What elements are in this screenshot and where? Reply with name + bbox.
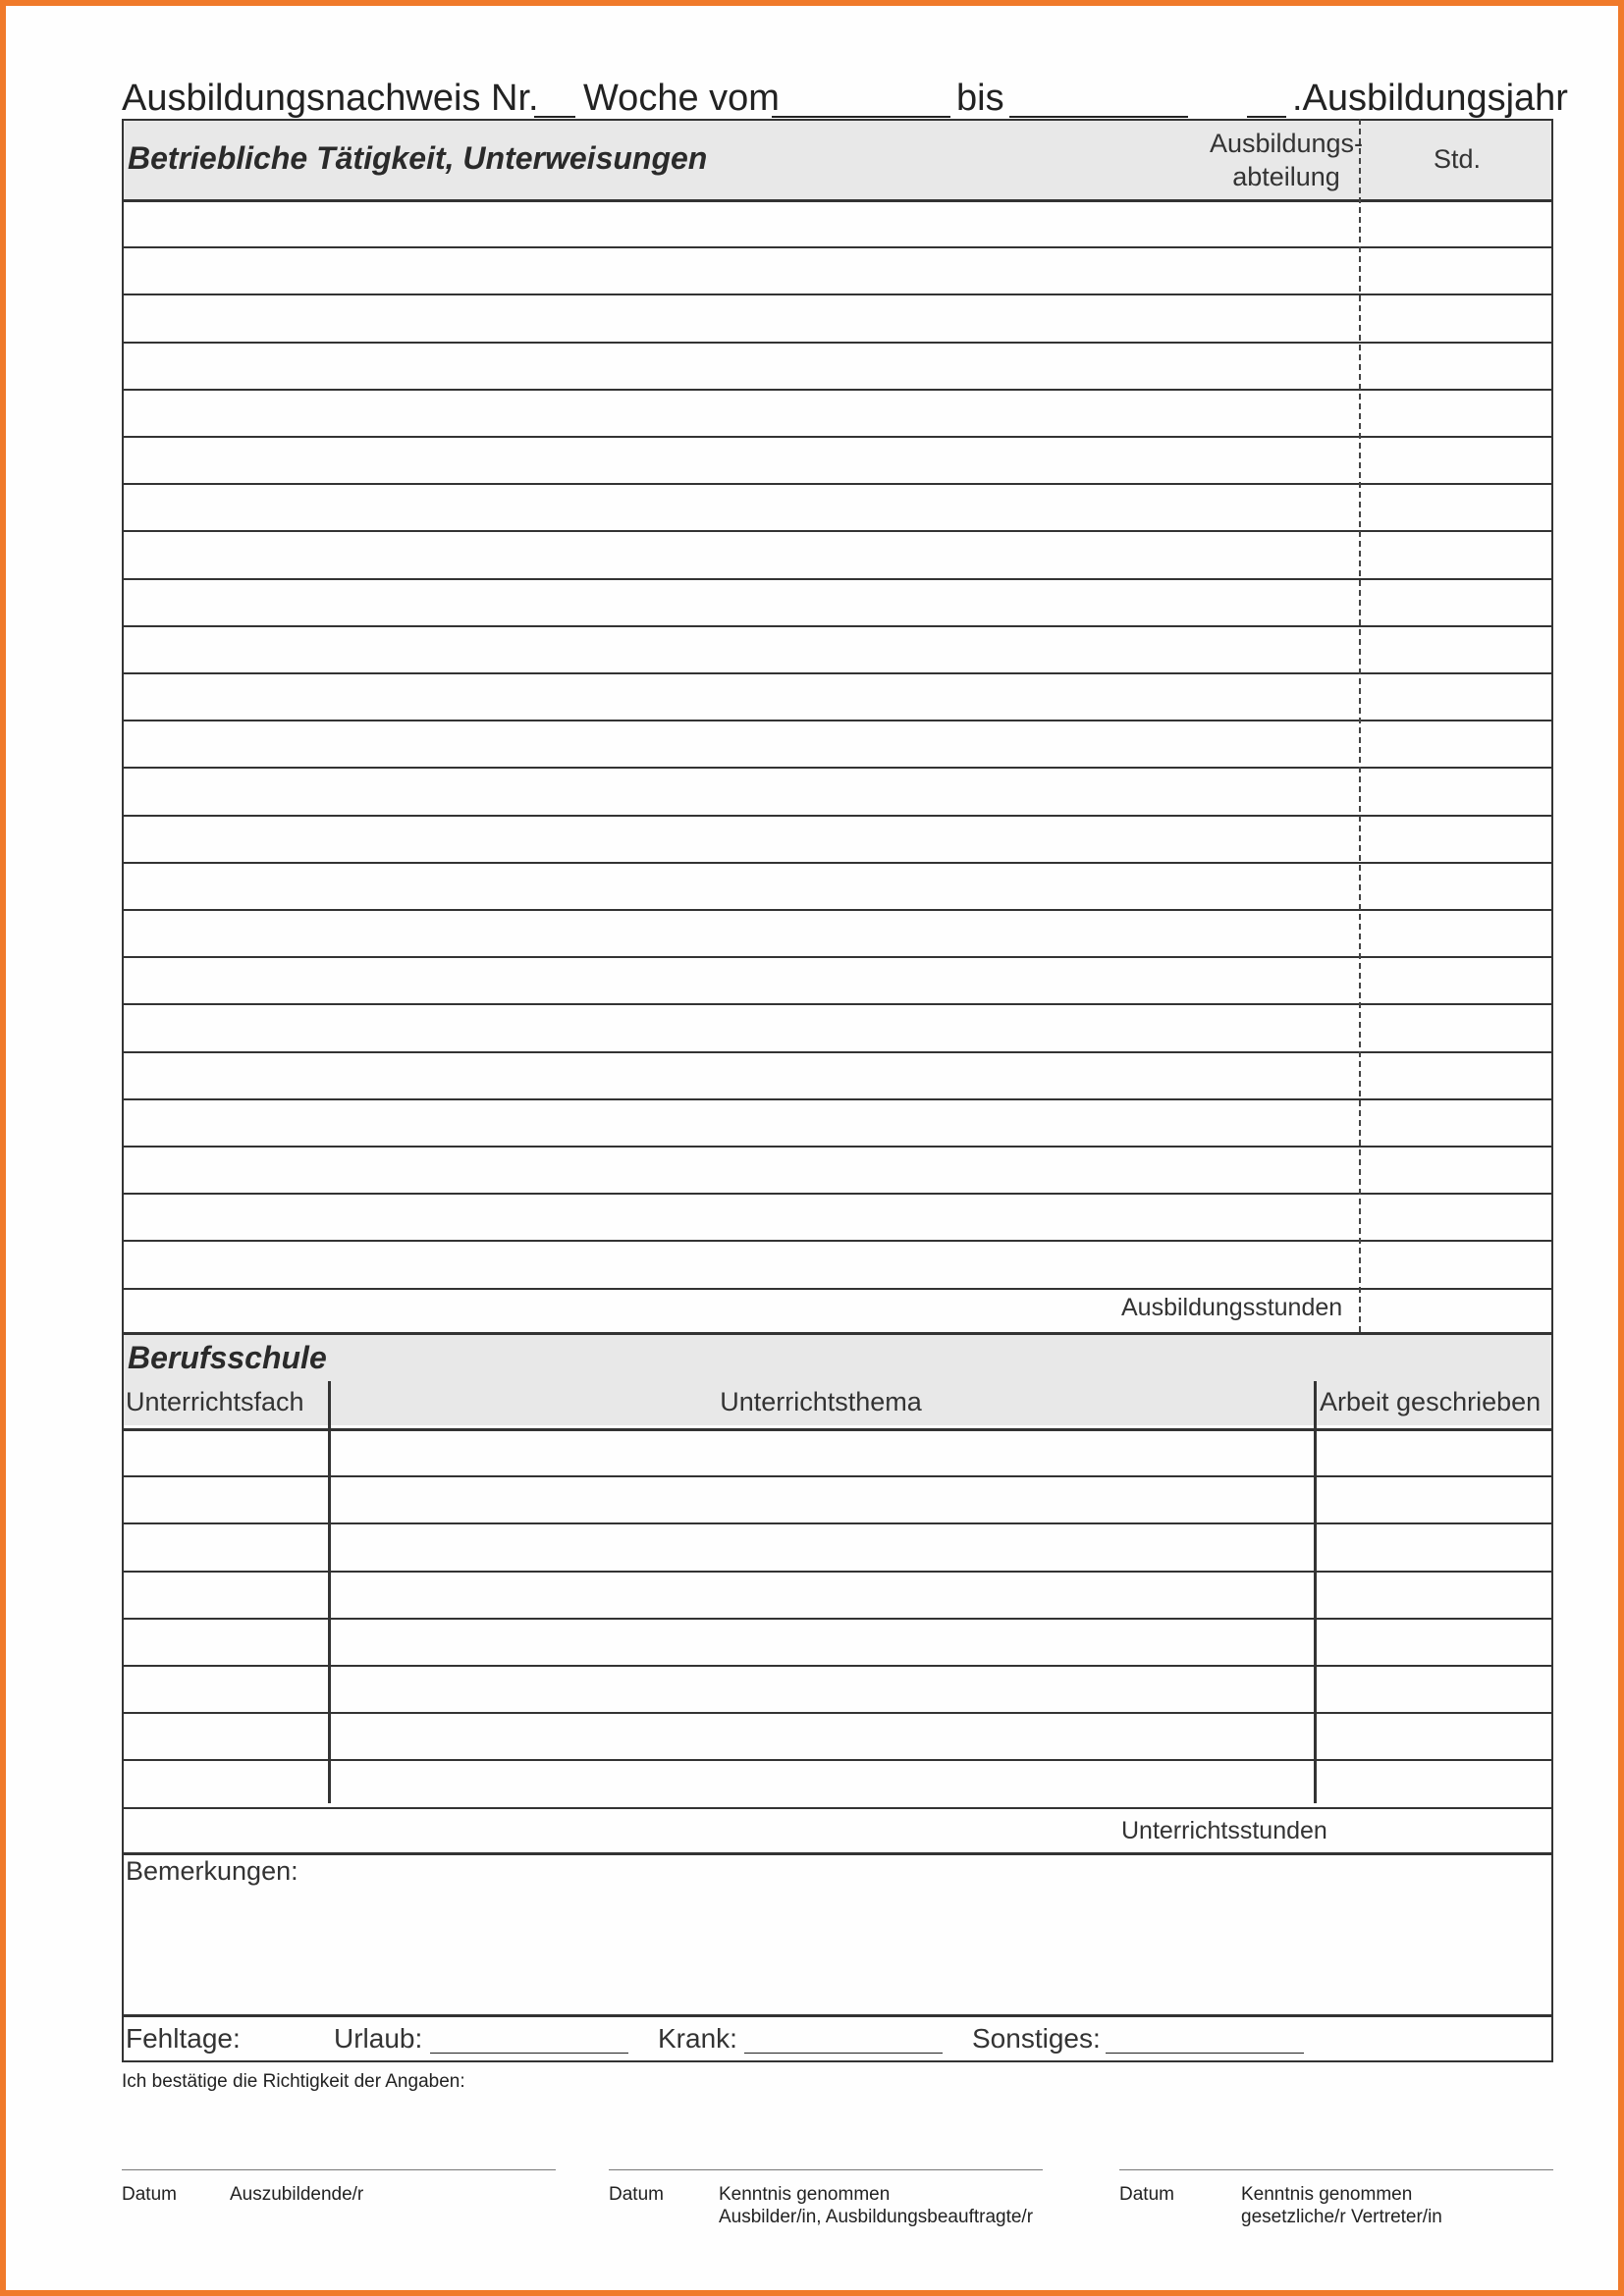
- schule-row[interactable]: [124, 1620, 1551, 1663]
- betrieb-row[interactable]: [124, 1195, 1357, 1238]
- nr-label: Ausbildungsnachweis Nr.: [122, 78, 539, 119]
- betrieb-row[interactable]: [124, 1053, 1357, 1096]
- col-std: Std.: [1433, 144, 1482, 174]
- unterrichtsstunden-label: Unterrichtsstunden: [1121, 1817, 1327, 1844]
- jahr-label: .Ausbildungsjahr: [1292, 78, 1568, 119]
- arbeit-divider: [1314, 1381, 1317, 1803]
- woche-von-field[interactable]: [772, 116, 950, 118]
- fach-divider: [328, 1381, 331, 1803]
- signature-line-vertreter[interactable]: [1119, 2169, 1553, 2170]
- betrieb-row[interactable]: [124, 769, 1357, 812]
- sonstiges-field[interactable]: [1106, 2053, 1304, 2054]
- unterrichtsstunden-field[interactable]: [1361, 1807, 1551, 1850]
- fehltage-label: Fehltage:: [126, 2023, 241, 2054]
- betrieb-row[interactable]: [124, 911, 1357, 954]
- bemerkungen-field[interactable]: [124, 1890, 1551, 2011]
- betrieb-row[interactable]: [124, 721, 1357, 765]
- schule-row[interactable]: [124, 1430, 1551, 1473]
- col-thema: Unterrichtsthema: [720, 1387, 922, 1416]
- betrieb-row[interactable]: [124, 1100, 1357, 1144]
- col-arbeit: Arbeit geschrieben: [1320, 1387, 1542, 1416]
- schule-row[interactable]: [124, 1761, 1551, 1804]
- betrieb-row[interactable]: [124, 1242, 1357, 1285]
- schule-row[interactable]: [124, 1524, 1551, 1568]
- nr-field[interactable]: [534, 116, 575, 118]
- sig-role-3b: gesetzliche/r Vertreter/in: [1241, 2207, 1442, 2227]
- betrieb-row[interactable]: [124, 958, 1357, 1001]
- signature-line-azubi[interactable]: [122, 2169, 556, 2170]
- ausbildungsstunden-field[interactable]: [1361, 1287, 1551, 1330]
- krank-field[interactable]: [744, 2053, 943, 2054]
- signature-line-ausbilder[interactable]: [609, 2169, 1043, 2170]
- betrieb-row[interactable]: [124, 532, 1357, 575]
- betrieb-title: Betriebliche Tätigkeit, Unterweisungen: [128, 140, 708, 176]
- urlaub-label: Urlaub:: [334, 2023, 423, 2054]
- betrieb-row[interactable]: [124, 248, 1357, 292]
- sig-role-2b: Ausbilder/in, Ausbildungsbeauftragte/r: [719, 2207, 1034, 2227]
- jahr-field[interactable]: [1247, 116, 1286, 118]
- betrieb-row[interactable]: [124, 817, 1357, 860]
- woche-label: Woche vom: [583, 78, 780, 119]
- betrieb-row[interactable]: [124, 391, 1357, 434]
- betrieb-row[interactable]: [124, 580, 1357, 623]
- betrieb-row[interactable]: [124, 295, 1357, 339]
- col-abteilung-l1: Ausbildungs-: [1209, 129, 1364, 158]
- sig-datum-2: Datum: [609, 2184, 664, 2205]
- betrieb-row-line: [122, 1288, 1553, 1290]
- betrieb-row[interactable]: [124, 485, 1357, 528]
- krank-label: Krank:: [658, 2023, 737, 2054]
- sig-role-1a: Auszubildende/r: [230, 2184, 364, 2205]
- sonstiges-label: Sonstiges:: [972, 2023, 1101, 2054]
- sig-role-2a: Kenntnis genommen: [719, 2184, 891, 2205]
- betrieb-row[interactable]: [124, 864, 1357, 907]
- confirm-text: Ich bestätige die Richtigkeit der Angaben:: [122, 2071, 465, 2092]
- bis-field[interactable]: [1009, 116, 1188, 118]
- bemerkungen-divider: [122, 1852, 1553, 1855]
- abteilung-divider: [1359, 119, 1361, 1332]
- bemerkungen-label: Bemerkungen:: [126, 1856, 298, 1886]
- schule-row[interactable]: [124, 1477, 1551, 1521]
- schule-row[interactable]: [124, 1573, 1551, 1616]
- fehltage-divider: [122, 2014, 1553, 2017]
- schule-row[interactable]: [124, 1714, 1551, 1757]
- col-abteilung-l2: abteilung: [1232, 162, 1340, 191]
- sig-role-3a: Kenntnis genommen: [1241, 2184, 1413, 2205]
- report-form: [122, 119, 1553, 2062]
- urlaub-field[interactable]: [430, 2053, 628, 2054]
- betrieb-row[interactable]: [124, 674, 1357, 718]
- betrieb-row[interactable]: [124, 438, 1357, 481]
- bis-label: bis: [956, 78, 1004, 119]
- betrieb-row[interactable]: [124, 627, 1357, 670]
- schule-row[interactable]: [124, 1667, 1551, 1710]
- betrieb-row[interactable]: [124, 201, 1357, 244]
- sig-datum-1: Datum: [122, 2184, 177, 2205]
- betrieb-row[interactable]: [124, 344, 1357, 387]
- schule-title: Berufsschule: [128, 1340, 327, 1375]
- ausbildungsstunden-label: Ausbildungsstunden: [1121, 1294, 1343, 1321]
- betrieb-row[interactable]: [124, 1005, 1357, 1048]
- schule-row-line: [122, 1807, 1553, 1809]
- betrieb-row[interactable]: [124, 1148, 1357, 1191]
- sig-datum-3: Datum: [1119, 2184, 1174, 2205]
- col-fach: Unterrichtsfach: [126, 1387, 304, 1416]
